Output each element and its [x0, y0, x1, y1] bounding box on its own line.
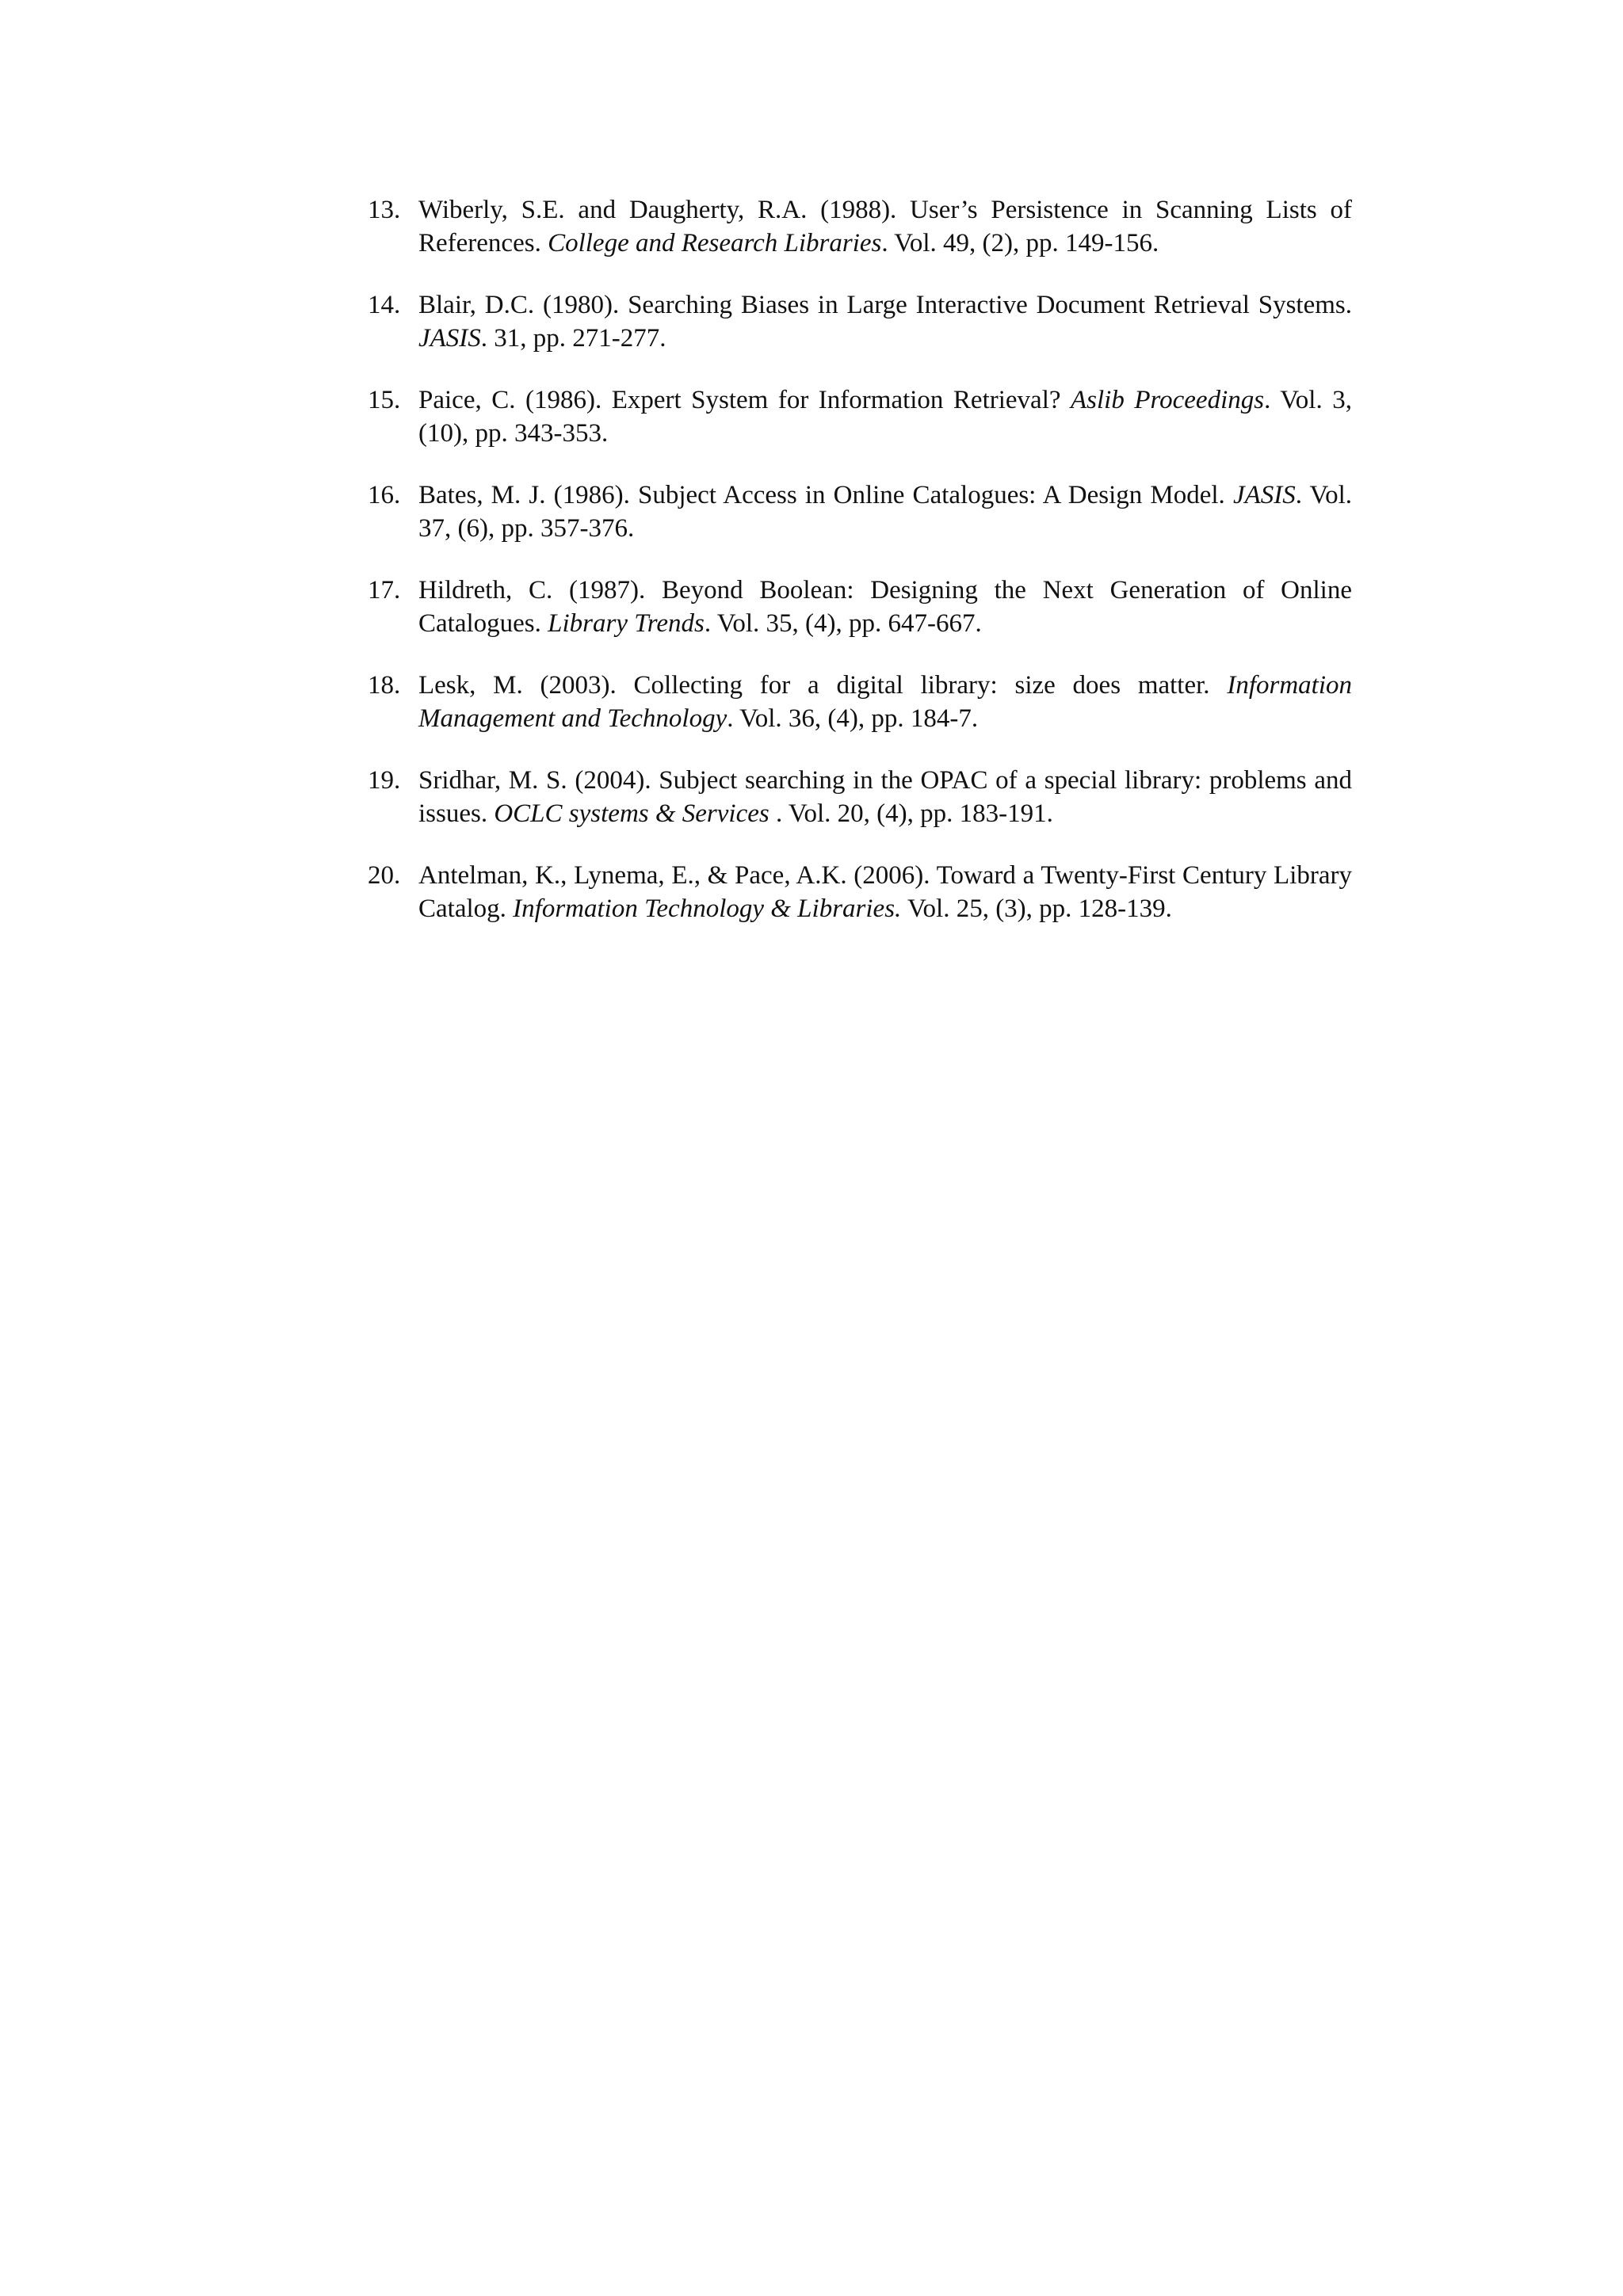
reference-citation: Blair, D.C. (1980). Searching Biases in Large Interactive Document Retrieval Systems. — [418, 291, 1352, 319]
journal-title: Aslib Proceedings — [1071, 386, 1265, 414]
reference-item — [368, 669, 1352, 735]
reference-details: Vol. 25, (3), pp. 128-139. — [901, 894, 1172, 923]
reference-text — [418, 859, 1352, 925]
reference-details: . Vol. 3, (10), pp. 343-353. — [418, 386, 1352, 448]
journal-title: Information Management and Technology — [418, 671, 1352, 733]
reference-text — [418, 479, 1352, 545]
reference-item — [368, 288, 1352, 355]
reference-citation: Sridhar, M. S. (2004). Subject searching in the OPAC of a special library: problems and issues. — [418, 766, 1352, 828]
reference-text — [418, 574, 1352, 640]
journal-title: Library Trends — [548, 609, 705, 638]
journal-title: JASIS — [418, 324, 481, 353]
reference-item — [368, 383, 1352, 450]
reference-number: 18. — [368, 671, 401, 700]
reference-number: 16. — [368, 481, 401, 509]
reference-details: . Vol. 49, (2), pp. 149-156. — [881, 229, 1159, 257]
reference-citation: Lesk, M. (2003). Collecting for a digital library: size does matter. — [418, 671, 1228, 700]
reference-details: . Vol. 37, (6), pp. 357-376. — [418, 481, 1353, 543]
reference-item — [368, 193, 1352, 260]
reference-number: 13. — [368, 196, 401, 224]
reference-text — [418, 288, 1352, 355]
reference-text — [418, 193, 1352, 260]
reference-citation: Paice, C. (1986). Expert System for Information Retrieval? — [418, 386, 1071, 414]
reference-citation: Wiberly, S.E. and Daugherty, R.A. (1988). User’s Persistence in Scanning Lists of References. — [418, 196, 1352, 257]
reference-number: 19. — [368, 766, 401, 795]
journal-title: Information Technology & Libraries. — [513, 894, 902, 923]
reference-item — [368, 764, 1352, 830]
reference-text — [418, 669, 1352, 735]
reference-item — [368, 574, 1352, 640]
reference-details: . Vol. 35, (4), pp. 647-667. — [704, 609, 982, 638]
reference-text — [418, 764, 1352, 830]
reference-details: . 31, pp. 271-277. — [480, 324, 666, 353]
reference-details: . Vol. 20, (4), pp. 183-191. — [769, 799, 1053, 828]
reference-citation: Bates, M. J. (1986). Subject Access in Online Catalogues: A Design Model. — [418, 481, 1233, 509]
reference-item — [368, 479, 1352, 545]
reference-item — [368, 859, 1352, 925]
reference-number: 17. — [368, 576, 401, 605]
reference-number: 14. — [368, 291, 401, 319]
reference-number: 15. — [368, 386, 401, 414]
reference-details: . Vol. 36, (4), pp. 184-7. — [727, 704, 979, 733]
journal-title: College and Research Libraries — [548, 229, 882, 257]
reference-list — [368, 193, 1352, 954]
reference-citation: Antelman, K., Lynema, E., & Pace, A.K. (2006). Toward a Twenty-First Century Library Catalog. — [418, 861, 1352, 923]
journal-title: JASIS — [1232, 481, 1296, 509]
reference-citation: Hildreth, C. (1987). Beyond Boolean: Designing the Next Generation of Online Catalogues. — [418, 576, 1352, 638]
reference-text — [418, 383, 1352, 450]
reference-number: 20. — [368, 861, 401, 890]
journal-title: OCLC systems & Services — [494, 799, 769, 828]
